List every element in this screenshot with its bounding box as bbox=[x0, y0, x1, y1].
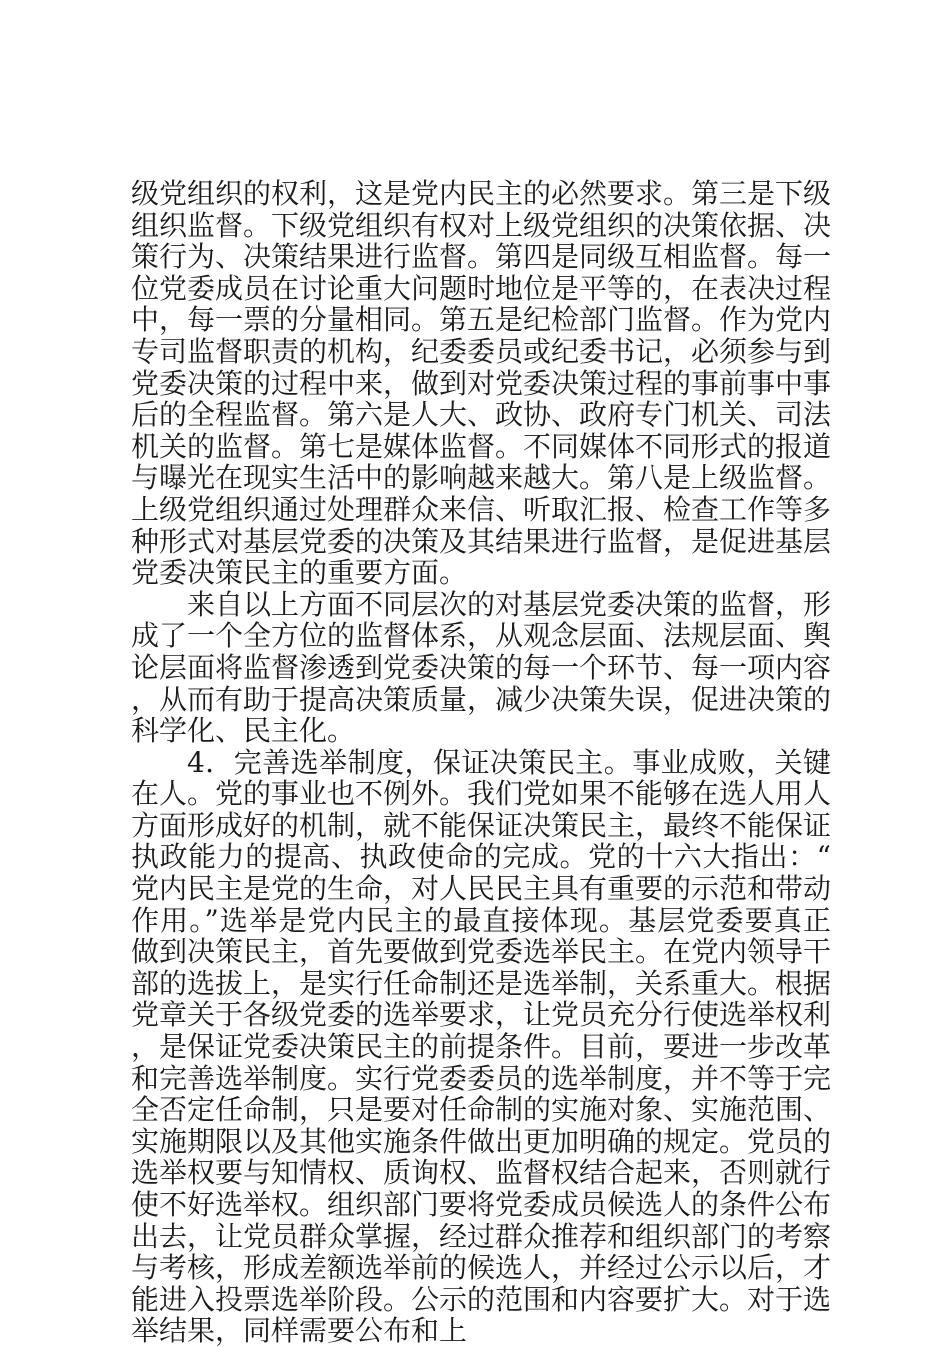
paragraph-supervision-system: 来自以上方面不同层次的对基层党委决策的监督，形成了一个全方位的监督体系，从观念层面、法规层面、舆论层面将监督渗透到党委决策的每一个环节、每一项内容，从而有助于提高决策质量，减少决策失误，促进决策的科学化、民主化。 bbox=[131, 587, 832, 748]
paragraph-supervision-types: 级党组织的权利，这是党内民主的必然要求。第三是下级组织监督。下级党组织有权对上级党组织的决策依据、决策行为、决策结果进行监督。第四是同级互相监督。每一位党委成员在讨论重大问题时地位是平等的，在表决过程中，每一票的分量相同。第五是纪检部门监督。作为党内专司监督职责的机构，纪委委员或纪委书记，必须参与到党委决策的过程中来，做到对党委决策过程的事前事中事后的全程监督。第六是人大、政协、政府专门机关、司法机关的监督。第七是媒体监督。不同媒体不同形式的报道与曝光在现实生活中的影响越来越大。第八是上级监督。上级党组织通过处理群众来信、听取汇报、检查工作等多种形式对基层党委的决策及其结果进行监督，是促进基层党委决策民主的重要方面。 bbox=[131, 177, 832, 590]
paragraph-election-system: 4．完善选举制度，保证决策民主。事业成败，关键在人。党的事业也不例外。我们党如果不能够在选人用人方面形成好的机制，就不能保证决策民主，最终不能保证执政能力的提高、执政使命的完成。党的十六大指出：“党内民主是党的生命，对人民民主具有重要的示范和带动作用。”选举是党内民主的最直接体现。基层党委要真正做到决策民主，首先要做到党委选举民主。在党内领导干部的选拔上，是实行任命制还是选举制，关系重大。根据党章关于各级党委的选举要求，让党员充分行使选举权利，是保证党委决策民主的前提条件。目前，要进一步改革和完善选举制度。实行党委委员的选举制度，并不等于完全否定任命制，只是要对任命制的实施对象、实施范围、实施期限以及其他实施条件做出更加明确的规定。党员的选举权要与知情权、质询权、监督权结合起来，否则就行使不好选举权。组织部门要将党委成员候选人的条件公布出去，让党员群众掌握，经过群众推荐和组织部门的考察与考核，形成差额选举前的候选人，并经过公示以后，才能进入投票选举阶段。公示的范围和内容要扩大。对于选举结果，同样需要公布和上 bbox=[131, 745, 832, 1347]
document-page bbox=[131, 178, 831, 1347]
